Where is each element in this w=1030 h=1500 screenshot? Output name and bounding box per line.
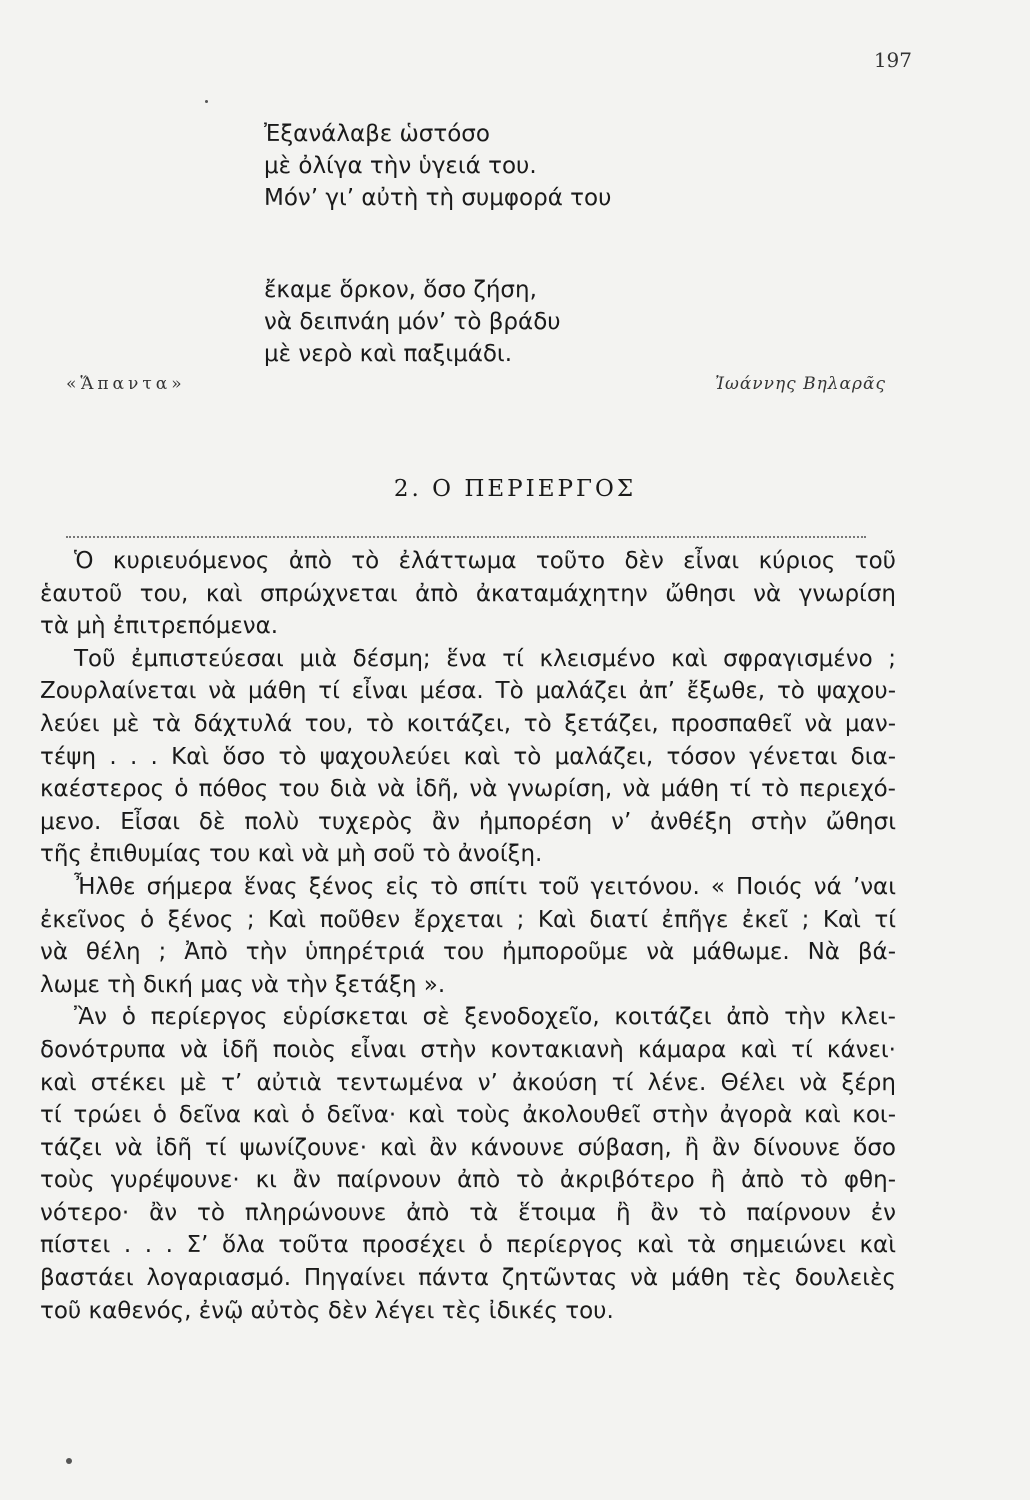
text-line: καέστερος ὁ πόθος του διὰ νὰ ἰδῆ, νὰ γνωρίση, νὰ μάθη τί τὸ περιεχό- [40, 776, 896, 803]
text-line: Ὁ κυριευόμενος ἀπὸ τὸ ἐλάττωμα τοῦτο δὲν εἶναι κύριος τοῦ [74, 548, 896, 574]
text-line: Ἦλθε σήμερα ἕνας ξένος εἰς τὸ σπίτι τοῦ γειτόνου. « Ποιός νά ’ναι [74, 873, 896, 900]
stray-dot-mark [205, 100, 208, 103]
text-line: τῆς ἐπιθυμίας του καὶ νὰ μὴ σοῦ τὸ ἀνοίξη. [40, 841, 543, 868]
dotted-divider [66, 536, 866, 538]
text-line: νότερο· ἂν τὸ πληρώνουνε ἀπὸ τὰ ἕτοιμα ἢ ἂν τὸ παίρνουν ἐν [40, 1199, 896, 1226]
text-line: ἑαυτοῦ του, καὶ σπρώχνεται ἀπὸ ἀκαταμάχητην ὤθησι νὰ γνωρίση [40, 580, 896, 607]
text-line: τοῦ καθενός, ἐνῷ αὐτὸς δὲν λέγει τὲς ἰδικές του. [40, 1297, 614, 1324]
poem-line: νὰ δειπνάη μόν’ τὸ βράδυ [264, 309, 561, 335]
text-line: τάζει νὰ ἰδῆ τί ψωνίζουνε· καὶ ἂν κάνουνε σύβαση, ἢ ἂν δίνουνε ὅσο [40, 1134, 896, 1161]
stanza-gap [264, 214, 611, 274]
text-line: ἐκεῖνος ὁ ξένος ; Καὶ ποῦθεν ἔρχεται ; Καὶ διατί ἐπῆγε ἐκεῖ ; Καὶ τί [40, 906, 896, 933]
poem-line: ἔκαμε ὅρκον, ὅσο ζήση, [264, 277, 537, 303]
text-line: τοὺς γυρέψουνε· κι ἂν παίρνουν ἀπὸ τὸ ἀκριβότερο ἢ ἀπὸ τὸ φθη- [40, 1167, 896, 1194]
stray-ink-mark [66, 1458, 72, 1464]
source-title: «Ἅπαντα» [66, 374, 186, 394]
text-line: Ἂν ὁ περίεργος εὑρίσκεται σὲ ξενοδοχεῖο, κοιτάζει ἀπὸ τὴν κλει- [74, 1004, 896, 1031]
text-line: βαστάει λογαριασμό. Πηγαίνει πάντα ζητῶντας νὰ μάθη τὲς δουλειὲς [40, 1265, 896, 1292]
text-line: λεύει μὲ τὰ δάχτυλά του, τὸ κοιτάζει, τὸ ξετάζει, προσπαθεῖ νὰ μαν- [40, 710, 896, 737]
poem-line: Ἐξανάλαβε ὡστόσο [264, 121, 490, 147]
poem-line: Μόν’ γι’ αὐτὴ τὴ συμφορά του [264, 185, 612, 211]
text-line: καὶ στέκει μὲ τ’ αὐτιὰ τεντωμένα ν’ ἀκούση τί λένε. Θέλει νὰ ξέρη [40, 1069, 896, 1096]
poem-line: μὲ ὀλίγα τὴν ὑγειά του. [264, 153, 537, 179]
text-line: πίστει . . . Σ’ ὅλα τοῦτα προσέχει ὁ περίεργος καὶ τὰ σημειώνει καὶ [40, 1232, 896, 1259]
text-line: λωμε τὴ δική μας νὰ τὴν ξετάξη ». [40, 971, 446, 998]
poem-excerpt [264, 118, 611, 370]
text-line: τὰ μὴ ἐπιτρεπόμενα. [40, 613, 279, 640]
page-number: 197 [873, 48, 912, 72]
author-name: Ἰωάννης Βηλαρᾶς [715, 374, 886, 394]
text-line: μενο. Εἶσαι δὲ πολὺ τυχερὸς ἂν ἠμπορέση ν’ ἀνθέξη στὴν ὤθησι [40, 808, 896, 835]
text-line: Ζουρλαίνεται νὰ μάθη τί εἶναι μέσα. Τὸ μαλάζει ἀπ’ ἔξωθε, τὸ ψαχου- [40, 678, 896, 705]
text-line: νὰ θέλη ; Ἀπὸ τὴν ὑπηρέτριά του ἠμποροῦμε νὰ μάθωμε. Νὰ βά- [40, 939, 896, 966]
text-line: τί τρώει ὁ δεῖνα καὶ ὁ δεῖνα· καὶ τοὺς ἀκολουθεῖ στὴν ἀγορὰ καὶ κοι- [40, 1102, 896, 1129]
text-line: τέψη . . . Καὶ ὅσο τὸ ψαχουλεύει καὶ τὸ μαλάζει, τόσον γένεται δια- [40, 743, 896, 770]
poem-line: μὲ νερὸ καὶ παξιμάδι. [264, 341, 513, 367]
body-text [40, 545, 896, 1327]
section-heading: 2. Ο ΠΕΡΙΕΡΓΟΣ [393, 476, 637, 502]
text-line: Τοῦ ἐμπιστεύεσαι μιὰ δέσμη; ἕνα τί κλεισμένο καὶ σφραγισμένο ; [74, 645, 896, 672]
text-line: δονότρυπα νὰ ἰδῆ ποιὸς εἶναι στὴν κοντακιανὴ κάμαρα καὶ τί κάνει· [40, 1036, 896, 1063]
